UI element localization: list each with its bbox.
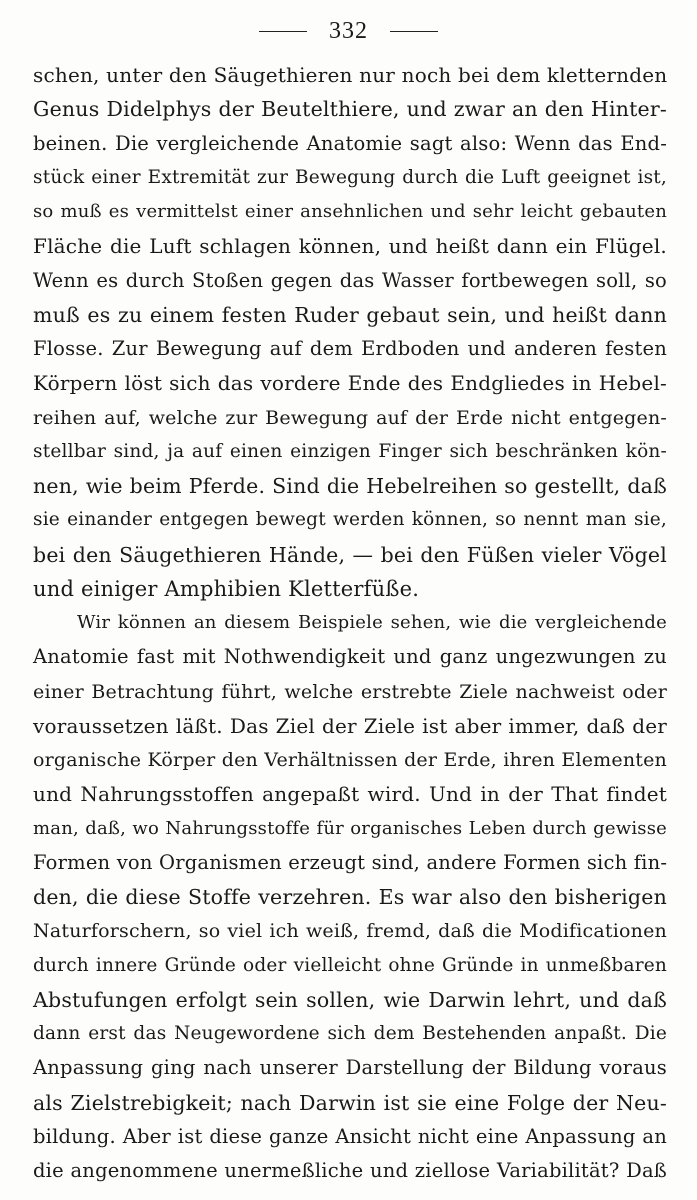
text-line: Abstufungen erfolgt sein sollen, wie Darwin lehrt, und daß <box>33 987 667 1012</box>
text-line: nen, wie beim Pferde. Sind die Hebelreihen so gestellt, daß <box>33 474 667 498</box>
header-rule-right <box>390 31 438 32</box>
text-line: die angenommene unermeßliche und ziellose Variabilität? Daß <box>33 1159 667 1182</box>
text-line: Fläche die Luft schlagen können, und heißt dann ein Flügel. <box>33 234 667 259</box>
text-line: Wenn es durch Stoßen gegen das Wasser fortbewegen soll, so <box>33 268 667 292</box>
text-line: schen, unter den Säugethieren nur noch bei dem kletternden <box>33 63 668 87</box>
text-line: man, daß, wo Nahrungsstoffe für organisches Leben durch gewisse <box>33 817 667 839</box>
text-line: und Nahrungsstoffen angepaßt wird. Und in der That findet <box>33 782 667 807</box>
text-line: als Zielstrebigkeit; nach Darwin ist sie eine Folge der Neu- <box>33 1090 667 1115</box>
text-line: voraussetzen läßt. Das Ziel der Ziele ist aber immer, daß der <box>33 713 667 738</box>
text-line: Formen von Organismen erzeugt sind, andere Formen sich fin- <box>33 850 668 874</box>
text-line: bei den Säugethieren Hände, — bei den Füßen vieler Vögel <box>33 542 667 567</box>
text-line: stellbar sind, ja auf einen einzigen Finger sich beschränken kön- <box>33 440 667 462</box>
text-line: sie einander entgegen bewegt werden können, so nennt man sie, <box>33 509 667 531</box>
text-line: muß es zu einem festen Ruder gebaut sein, und heißt dann <box>33 302 667 327</box>
text-line: stück einer Extremität zur Bewegung durch die Luft geeignet ist, <box>33 166 667 188</box>
text-line: so muß es vermittelst einer ansehnlichen und sehr leicht gebauten <box>33 201 667 222</box>
text-line: den, die diese Stoffe verzehren. Es war also den bisherigen <box>33 885 667 909</box>
header-rule-left <box>259 31 307 32</box>
text-line: Körpern löst sich das vordere Ende des Endgliedes in Hebel- <box>33 371 667 396</box>
text-line: Anatomie fast mit Nothwendigkeit und ganz ungezwungen zu <box>33 645 667 669</box>
text-line: Anpassung ging nach unserer Darstellung der Bildung voraus <box>33 1056 667 1080</box>
text-line: Flosse. Zur Bewegung auf dem Erdboden und anderen festen <box>33 337 667 360</box>
text-line: reihen auf, welche zur Bewegung auf der Erde nicht entgegen- <box>33 406 667 429</box>
text-line: bildung. Aber ist diese ganze Ansicht nicht eine Anpassung an <box>33 1124 667 1148</box>
text-line: durch innere Gründe oder vielleicht ohne Gründe in unmeßbaren <box>33 954 667 976</box>
page-header <box>0 14 697 48</box>
text-line: Wir können an diesem Beispiele sehen, wie die vergleichende <box>77 612 667 633</box>
text-line: Naturforschern, so viel ich weiß, fremd, daß die Modificationen <box>33 920 667 943</box>
text-line: dann erst das Neugewordene sich dem Bestehenden anpaßt. Die <box>33 1023 667 1044</box>
text-line: beinen. Die vergleichende Anatomie sagt also: Wenn das End- <box>33 131 667 155</box>
page-number: 332 <box>329 17 368 44</box>
text-line: einer Betrachtung führt, welche erstrebte Ziele nachweist oder <box>33 680 667 703</box>
text-line: Genus Didelphys der Beutelthiere, und zwar an den Hinter- <box>33 97 667 122</box>
text-line: und einiger Amphibien Kletterfüße. <box>33 576 420 601</box>
text-line: organische Körper den Verhältnissen der Erde, ihren Elementen <box>33 749 667 771</box>
page-body-text <box>33 58 667 1188</box>
